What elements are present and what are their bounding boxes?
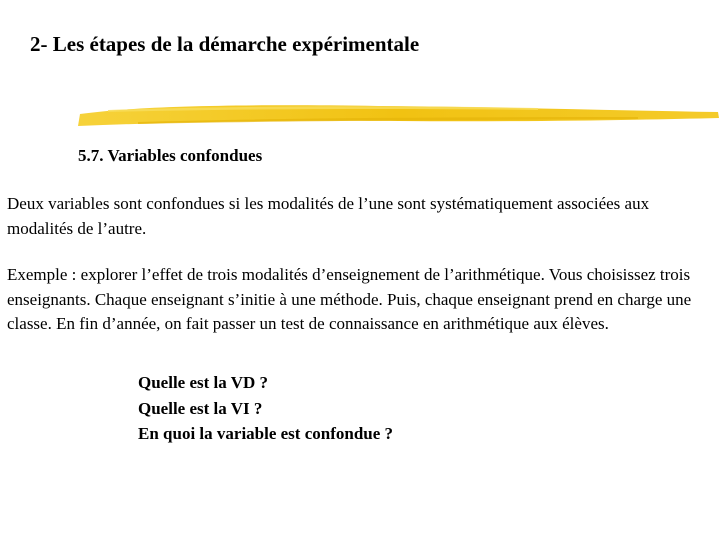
question-list bbox=[138, 370, 393, 447]
slide-title: 2- Les étapes de la démarche expérimentale bbox=[30, 32, 420, 56]
question-item: En quoi la variable est confondue ? bbox=[138, 424, 394, 443]
question-item: Quelle est la VI ? bbox=[138, 398, 263, 418]
definition-paragraph: Deux variables sont confondues si les modalités de l’une sont systématiquement associées aux modalités de l’autre. bbox=[7, 194, 650, 238]
example-paragraph: Exemple : explorer l’effet de trois modalités d’enseignement de l’arithmétique. Vous choisissez trois enseignants. Chaque enseignant s’initie à une méthode. Puis, chaque enseignant prend en charge une classe. En fin d’année, on fait passer un test de connaissance en arithmétique aux élèves. bbox=[7, 265, 692, 333]
yellow-highlight-stroke bbox=[78, 100, 720, 132]
question-item: Quelle est la VD ? bbox=[138, 373, 269, 392]
section-subtitle: 5.7. Variables confondues bbox=[78, 146, 263, 165]
